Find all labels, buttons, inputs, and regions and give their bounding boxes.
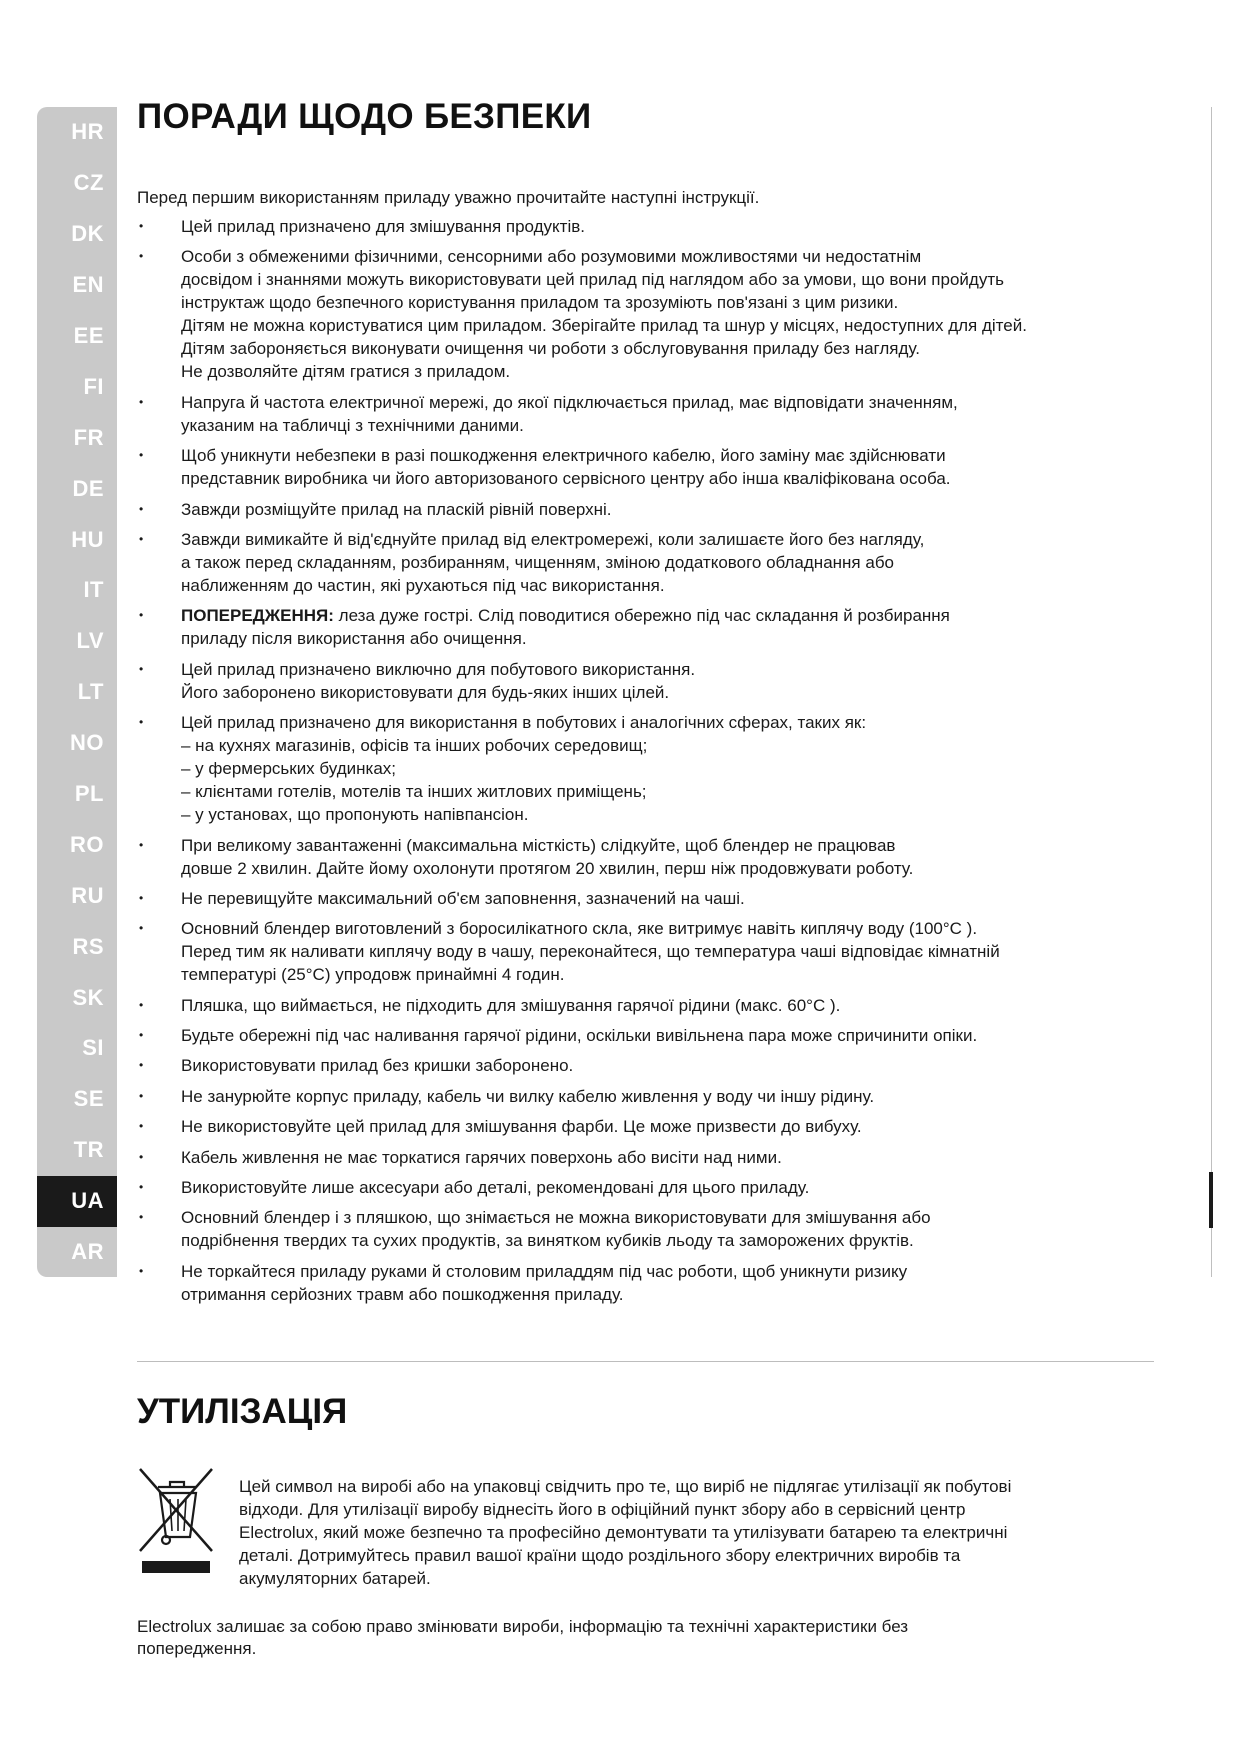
safety-item-line: наближенням до частин, які рухаються під час використання. (181, 575, 665, 595)
safety-item-line: – у фермерських будинках; (181, 759, 396, 779)
language-tab-dk[interactable]: DK (71, 221, 104, 247)
language-tab-cz[interactable]: CZ (73, 170, 104, 196)
safety-item-line: • Цей прилад призначено для змішування продуктів. (181, 217, 585, 236)
safety-item-line: досвідом і знаннями можуть використовувати цей прилад під наглядом або за умови, що вони пройдуть (181, 270, 1004, 290)
safety-item-line: • Використовуйте лише аксесуари або деталі, рекомендовані для цього приладу. (181, 1178, 810, 1198)
language-tab-ua[interactable]: UA (37, 1176, 117, 1227)
safety-item-line: • Завжди розміщуйте прилад на пласкій рівній поверхні. (181, 499, 612, 519)
language-tab-ar[interactable]: AR (71, 1239, 104, 1265)
safety-item (137, 528, 1172, 597)
safety-item-line: • При великому завантаженні (максимальна місткість) слідкуйте, щоб блендер не працював (181, 835, 896, 855)
language-tab-pl[interactable]: PL (74, 781, 104, 807)
disposal-text-line: Electrolux, який може безпечно та професійно демонтувати та утилізувати батарею та електричні (239, 1523, 1008, 1542)
safety-item (137, 1176, 1172, 1199)
safety-item (137, 245, 1172, 383)
safety-item (137, 1260, 1172, 1306)
language-tab-sk[interactable]: SK (72, 984, 104, 1010)
language-tab-se[interactable]: SE (73, 1086, 104, 1112)
safety-item-line: довше 2 хвилин. Дайте йому охолонути протягом 20 хвилин, перш ніж продовжувати роботу. (181, 858, 914, 878)
language-tab-rs[interactable]: RS (72, 933, 104, 959)
safety-item-line: • Пляшка, що виймається, не підходить для змішування гарячої рідини (макс. 60°C ). (181, 995, 841, 1015)
language-tab-hu[interactable]: HU (71, 526, 104, 552)
language-tab-lt[interactable]: LT (77, 679, 104, 705)
safety-section (137, 97, 1172, 1313)
safety-item-line: • Використовувати прилад без кришки заборонено. (181, 1056, 574, 1076)
safety-item (137, 834, 1172, 880)
safety-item (137, 887, 1172, 910)
page-edge-line (1211, 107, 1212, 1277)
disposal-title: УТИЛІЗАЦІЯ (137, 1392, 348, 1431)
safety-item (137, 215, 1172, 238)
safety-item-line: Дітям не можна користуватися цим приладом. Зберігайте прилад та шнур у місцях, недоступних для дітей. (181, 316, 1027, 336)
language-sidebar (37, 107, 117, 1277)
language-tab-lv[interactable]: LV (76, 628, 104, 654)
safety-item-line: інструктаж щодо безпечного користування приладом та зрозуміють пов'язані з цим ризики. (181, 293, 899, 313)
safety-item-line: Не дозволяйте дітям гратися з приладом. (181, 362, 511, 382)
language-tab-hr[interactable]: HR (71, 119, 104, 145)
language-tab-si[interactable]: SI (82, 1035, 104, 1061)
language-tab-fr[interactable]: FR (73, 424, 104, 450)
safety-item-line: а також перед складанням, розбиранням, чищенням, зміною додаткового обладнання або (181, 552, 895, 572)
language-tab-ru[interactable]: RU (71, 882, 104, 908)
footer-note (137, 1616, 1097, 1660)
safety-item-line: температурі (25°C) упродовж принаймні 4 годин. (181, 965, 565, 985)
safety-item-line: Його заборонено використовувати для будь-яких інших цілей. (181, 682, 670, 702)
safety-item-text: леза дуже гострі. Слід поводитися обережно під час складання й розбирання (338, 606, 950, 626)
safety-item (137, 917, 1172, 986)
footer-note-line: попередження. (137, 1639, 257, 1658)
safety-item-line: • Особи з обмеженими фізичними, сенсорними або розумовими можливостями чи недостатнім (181, 247, 922, 267)
section-divider (137, 1361, 1154, 1362)
safety-item (137, 604, 1172, 650)
language-tab-de[interactable]: DE (72, 475, 104, 501)
safety-item (137, 1085, 1172, 1108)
safety-item (137, 658, 1172, 704)
active-section-edge-mark (1209, 1172, 1213, 1228)
safety-item-line: Перед тим як наливати киплячу воду в чашу, переконайтеся, що температура чаші відповідає кімнатній (181, 942, 1000, 962)
safety-item-line: – на кухнях магазинів, офісів та інших робочих середовищ; (181, 736, 648, 756)
disposal-text-line: відходи. Для утилізації виробу віднесіть його в офіційний пункт збору або в сервісний центр (239, 1500, 966, 1519)
safety-item-line: • Не використовуйте цей прилад для змішування фарби. Це може призвести до вибуху. (181, 1117, 862, 1137)
safety-item (137, 1206, 1172, 1252)
language-tab-tr[interactable]: TR (73, 1137, 104, 1163)
safety-item-line: • Щоб уникнути небезпеки в разі пошкодження електричного кабелю, його заміну має здійснювати (181, 446, 946, 466)
safety-item-line: • Кабель живлення не має торкатися гарячих поверхонь або висіти над ними. (181, 1147, 782, 1167)
warning-label: ПОПЕРЕДЖЕННЯ: (181, 606, 334, 626)
language-tab-no[interactable]: NO (70, 730, 104, 756)
disposal-text (239, 1475, 1139, 1590)
safety-item (137, 391, 1172, 437)
safety-list (137, 215, 1172, 1306)
disposal-text-line: акумуляторних батарей. (239, 1569, 431, 1588)
language-tab-ro[interactable]: RO (70, 831, 104, 857)
safety-item-line: – клієнтами готелів, мотелів та інших житлових приміщень; (181, 782, 647, 802)
safety-intro: Перед першим використанням приладу уважно прочитайте наступні інструкції. (137, 188, 760, 207)
safety-item-line: представник виробника чи його авторизованого сервісного центру або інша кваліфікована особа. (181, 469, 951, 489)
disposal-text-line: деталі. Дотримуйтесь правил вашої країни щодо роздільного збору електричних виробів та (239, 1546, 961, 1565)
safety-item (137, 711, 1172, 826)
safety-item (137, 1024, 1172, 1047)
safety-item (137, 444, 1172, 490)
safety-item-line: • Основний блендер і з пляшкою, що знімається не можна використовувати для змішування або (181, 1208, 931, 1228)
safety-item-line: • Не занурюйте корпус приладу, кабель чи вилку кабелю живлення у воду чи іншу рідину. (181, 1086, 875, 1106)
safety-item (137, 1054, 1172, 1077)
language-tab-en[interactable]: EN (72, 272, 104, 298)
safety-item-line: • Цей прилад призначено для використання в побутових і аналогічних сферах, таких як: (181, 713, 867, 733)
safety-item-line: • Напруга й частота електричної мережі, до якої підключається прилад, має відповідати значенням, (181, 392, 958, 412)
safety-item-line: • Не торкайтеся приладу руками й столовим приладдям під час роботи, щоб уникнути ризику (181, 1261, 908, 1281)
safety-title: ПОРАДИ ЩОДО БЕЗПЕКИ (137, 97, 592, 136)
safety-item-line: Дітям забороняється виконувати очищення чи роботи з обслуговування приладу без нагляду. (181, 339, 920, 359)
safety-item-line: отримання серйозних травм або пошкодження приладу. (181, 1284, 624, 1304)
safety-item-line: • Основний блендер виготовлений з боросилікатного скла, яке витримує навіть киплячу воду (100°C ). (181, 919, 978, 939)
safety-item (137, 994, 1172, 1017)
safety-item-line: • Цей прилад призначено виключно для побутового використання. (181, 659, 696, 679)
safety-item-line: • Будьте обережні під час наливання гарячої рідини, оскільки вивільнена пара може спричинити опіки. (181, 1026, 978, 1046)
safety-item-line: подрібнення твердих та сухих продуктів, за винятком кубиків льоду та заморожених фруктів. (181, 1231, 914, 1251)
safety-item (137, 1146, 1172, 1169)
language-tab-fi[interactable]: FI (83, 373, 104, 399)
crossed-out-wheelie-bin-icon (136, 1465, 216, 1575)
safety-item (137, 1115, 1172, 1138)
footer-note-line: Electrolux залишає за собою право змінювати вироби, інформацію та технічні характеристики без (137, 1617, 909, 1636)
safety-item-line: • Завжди вимикайте й від'єднуйте прилад від електромережі, коли залишаєте його без нагляду, (181, 529, 925, 549)
safety-item-line: приладу після використання або очищення. (181, 629, 527, 649)
language-tab-it[interactable]: IT (83, 577, 104, 603)
safety-item-line (181, 604, 1172, 627)
safety-item-line: • Не перевищуйте максимальний об'єм заповнення, зазначений на чаші. (181, 888, 745, 908)
disposal-text-line: Цей символ на виробі або на упаковці свідчить про те, що виріб не підлягає утилізації як побутові (239, 1477, 1012, 1496)
language-tab-ee[interactable]: EE (73, 323, 104, 348)
safety-item-line: указаним на табличці з технічними даними. (181, 415, 524, 435)
safety-item-line: – у установах, що пропонують напівпансіон. (181, 805, 529, 825)
safety-item (137, 498, 1172, 521)
